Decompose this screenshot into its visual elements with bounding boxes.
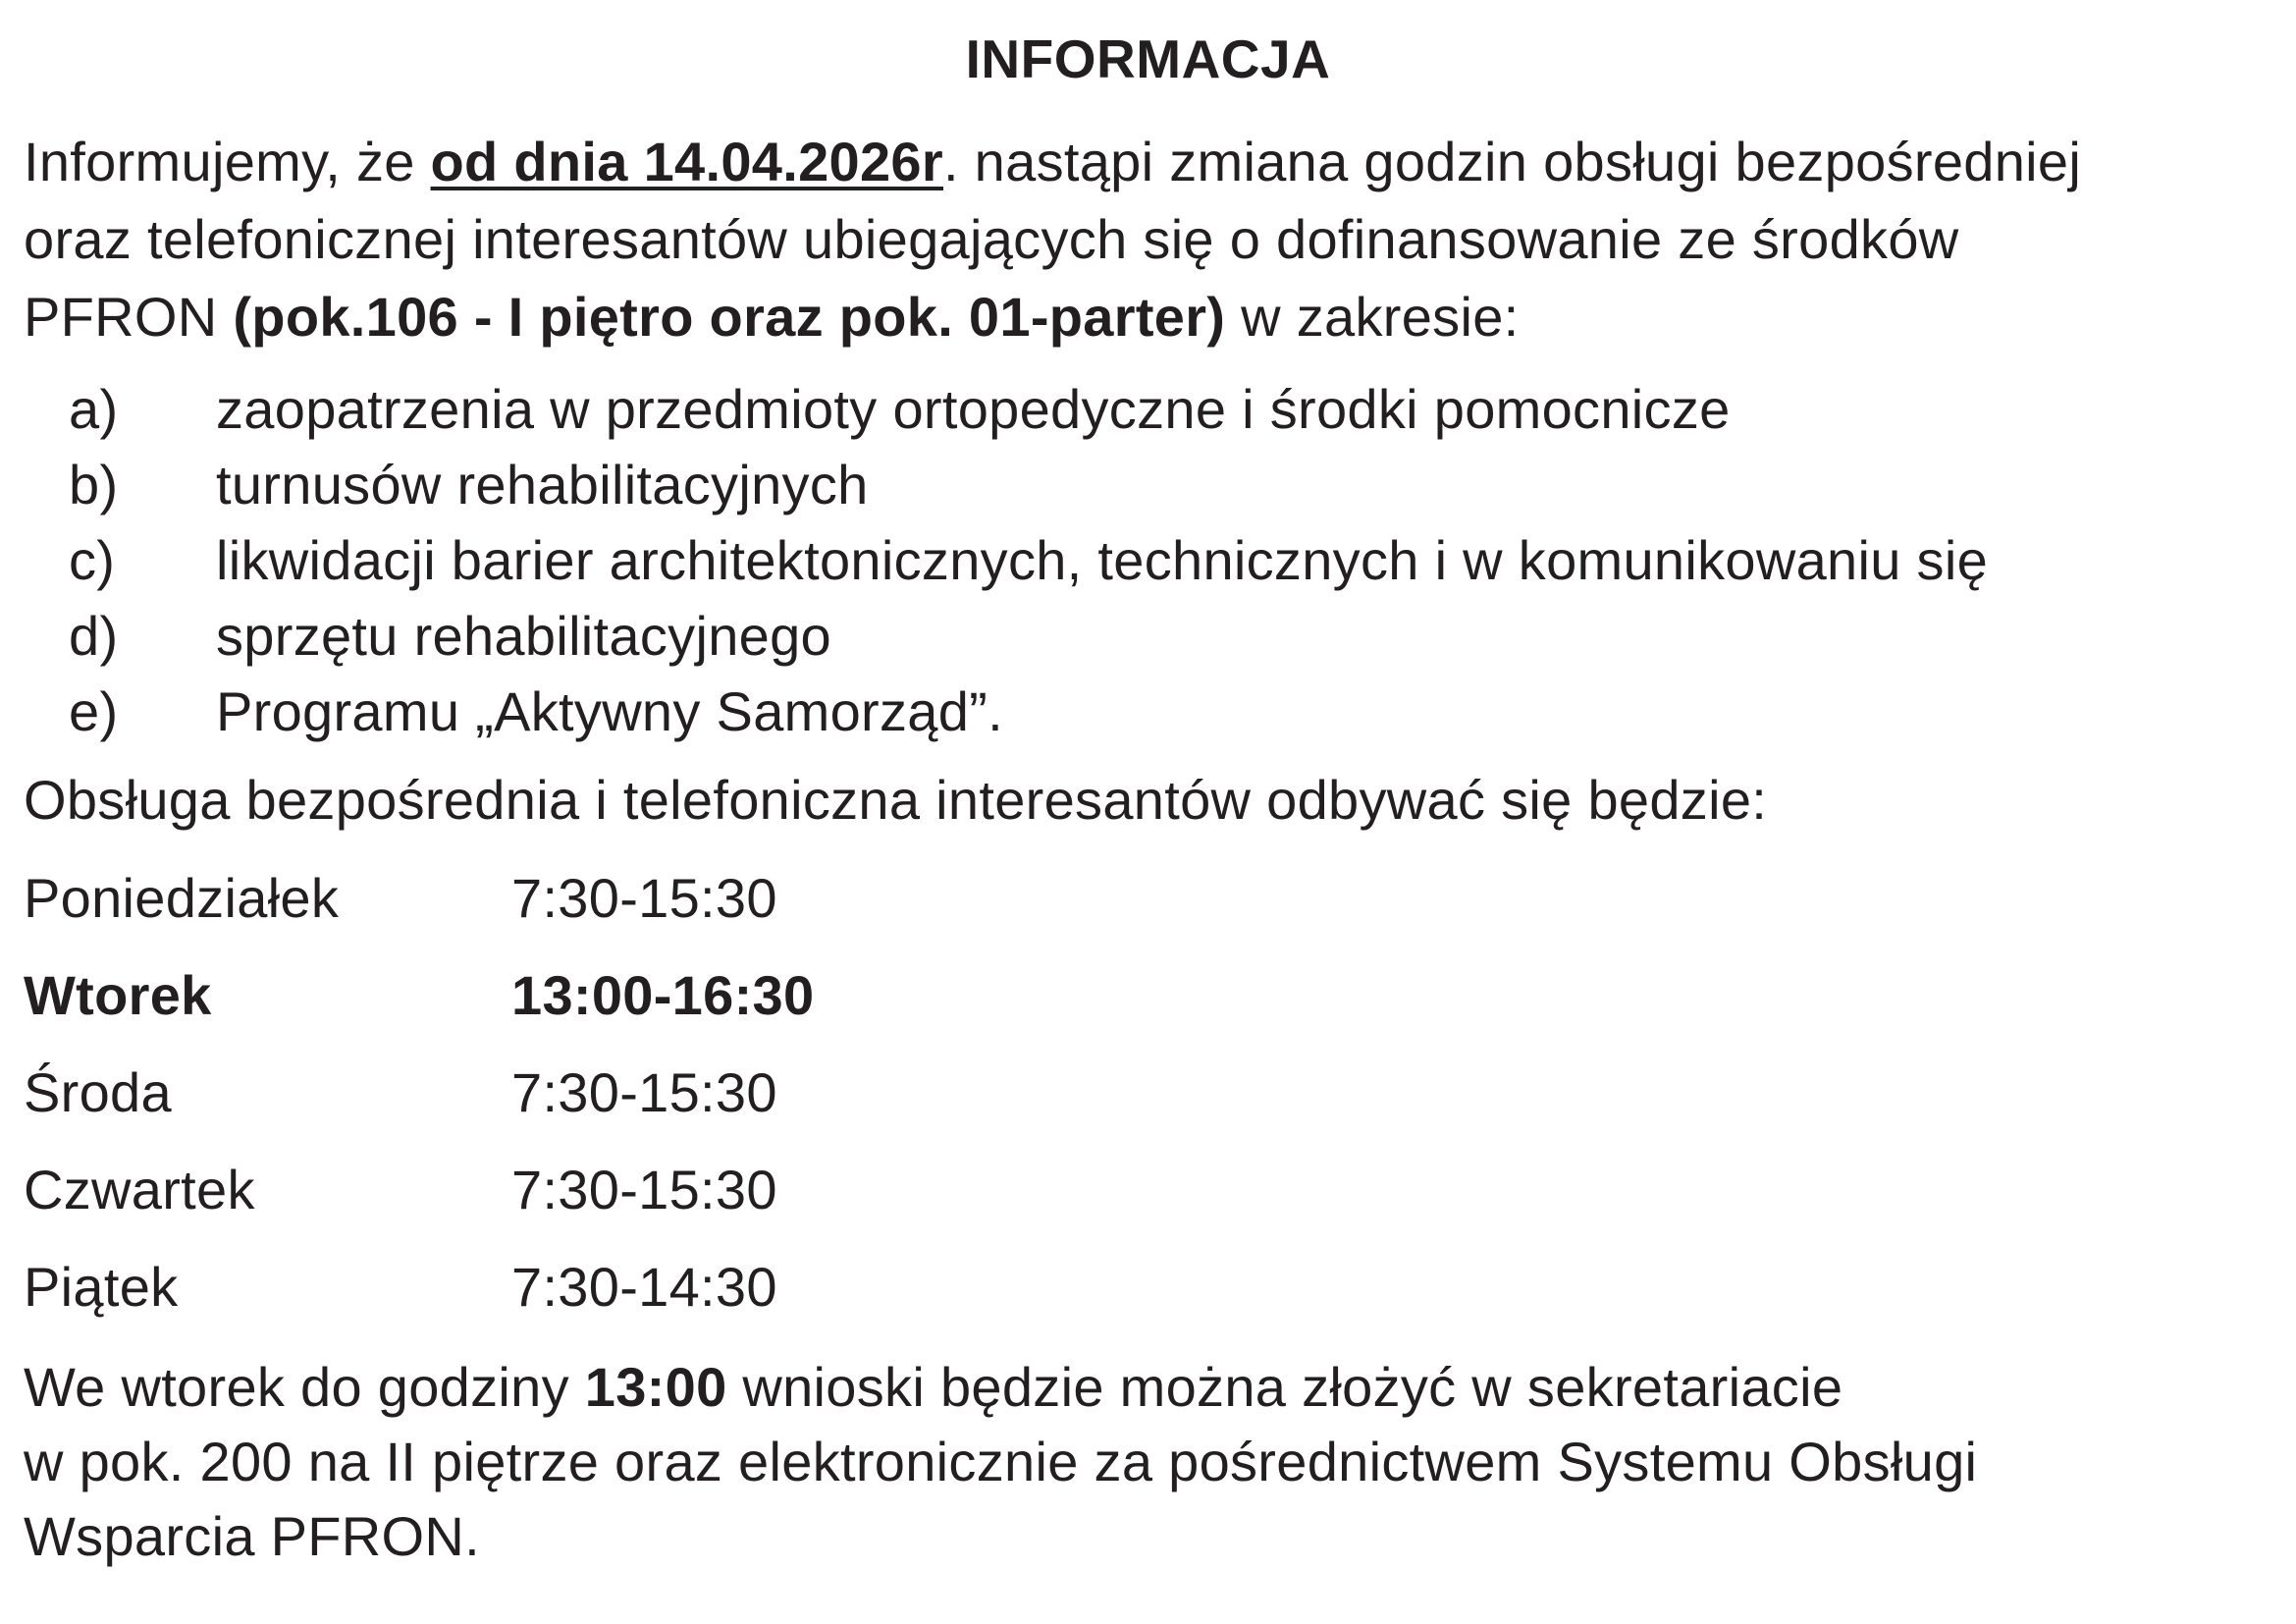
schedule-day: Poniedziałek (24, 867, 340, 929)
list-item-text: Programu „Aktywny Samorząd”. (216, 680, 1003, 742)
intro-text: w zakresie: (1225, 286, 1520, 348)
schedule-day: Piątek (24, 1256, 179, 1318)
schedule-hours: 13:00-16:30 (511, 964, 815, 1026)
schedule-day: Środa (24, 1061, 172, 1123)
intro-text: Informujemy, że (24, 131, 431, 192)
note-line-1 (24, 1350, 2281, 1425)
schedule-row (24, 1253, 814, 1350)
note-line-2: w pok. 200 na II piętrze oraz elektronicznie za pośrednictwem Systemu Obsługi (24, 1431, 1978, 1492)
list-item-text: likwidacji barier architektonicznych, technicznych i w komunikowaniu się (216, 529, 1989, 591)
list-item-letter: d) (69, 605, 119, 667)
note-line-3: Wsparcia PFRON. (24, 1505, 480, 1567)
room-info: (pok.106 - I piętro oraz pok. 01-parter) (233, 286, 1226, 348)
note-text: We wtorek do godziny (24, 1356, 585, 1418)
deadline-time: 13:00 (584, 1356, 727, 1418)
schedule-hours: 7:30-15:30 (511, 867, 777, 929)
list-item (69, 447, 2228, 522)
list-item (69, 522, 2228, 598)
schedule-row-highlighted (24, 961, 814, 1058)
list-item-letter: a) (69, 378, 119, 440)
intro-line-3 (24, 278, 2281, 355)
document-title: INFORMACJA (965, 28, 1331, 89)
schedule-row (24, 864, 814, 961)
note-paragraph (24, 1350, 2281, 1574)
intro-text: PFRON (24, 286, 234, 348)
list-item-letter: c) (69, 529, 116, 591)
scope-list (69, 371, 2228, 749)
intro-text: . nastąpi zmiana godzin obsługi bezpośredniej (942, 131, 2082, 192)
schedule-day: Czwartek (24, 1159, 255, 1220)
schedule-hours: 7:30-15:30 (511, 1061, 777, 1123)
schedule-row (24, 1156, 814, 1253)
note-text: wnioski będzie można złożyć w sekretariacie (726, 1356, 1843, 1418)
schedule-hours: 7:30-14:30 (511, 1256, 777, 1318)
list-item-text: sprzętu rehabilitacyjnego (216, 605, 831, 667)
list-item-text: turnusów rehabilitacyjnych (216, 454, 869, 515)
schedule-table (24, 864, 814, 1350)
list-item-letter: b) (69, 454, 119, 515)
list-item (69, 674, 2228, 749)
intro-paragraph (24, 123, 2281, 355)
schedule-day: Wtorek (24, 964, 212, 1026)
service-intro: Obsługa bezpośrednia i telefoniczna interesantów odbywać się będzie: (24, 769, 1768, 831)
list-item (69, 371, 2228, 447)
intro-line-2: oraz telefonicznej interesantów ubiegających się o dofinansowanie ze środków (24, 208, 1959, 270)
intro-line-1 (24, 123, 2281, 200)
list-item-text: zaopatrzenia w przedmioty ortopedyczne i środki pomocnicze (216, 378, 1731, 440)
list-item-letter: e) (69, 680, 119, 742)
list-item (69, 598, 2228, 674)
effective-date: od dnia 14.04.2026r (430, 131, 943, 192)
schedule-row (24, 1058, 814, 1156)
schedule-hours: 7:30-15:30 (511, 1159, 777, 1220)
